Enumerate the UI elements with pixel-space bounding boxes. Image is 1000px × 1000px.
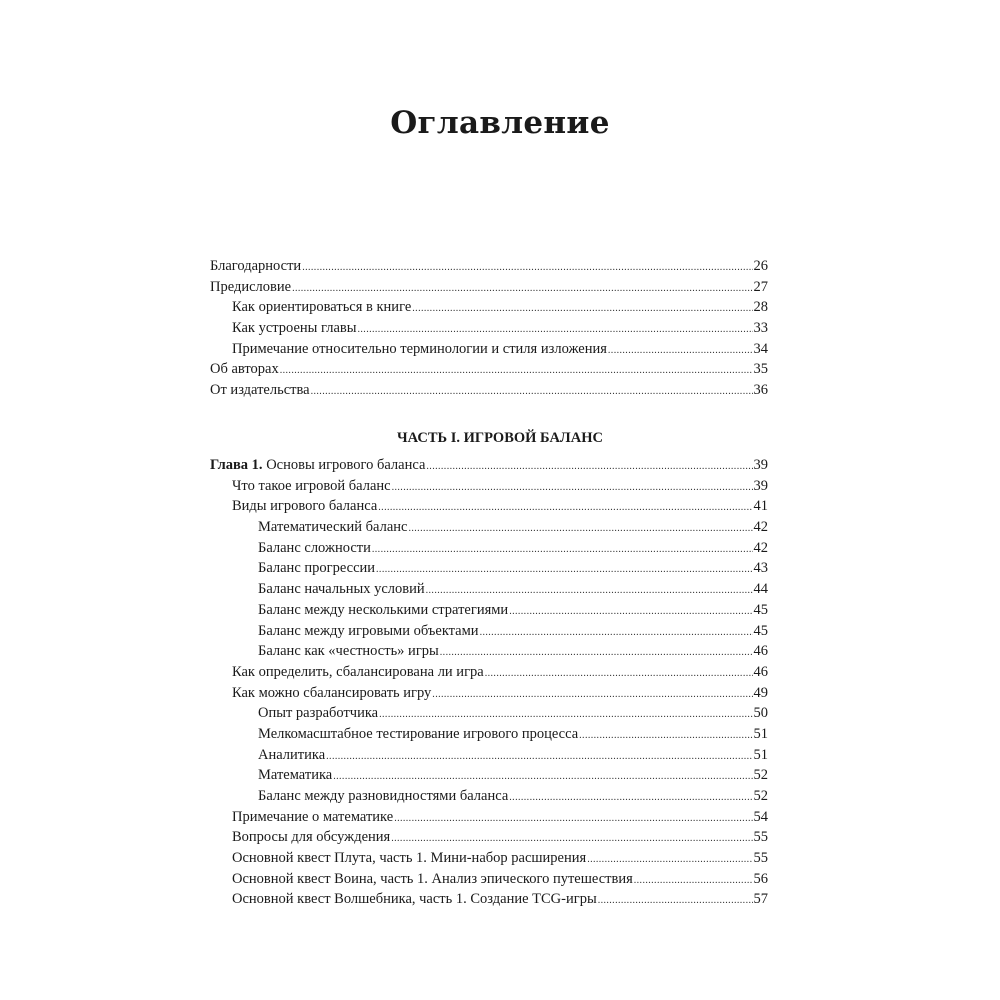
toc-entry-label: Как устроены главы — [232, 320, 357, 337]
toc-entry-page: 46 — [753, 643, 768, 660]
toc-entry-label: Благодарности — [210, 258, 302, 274]
toc-leader-dots — [326, 747, 752, 768]
toc-leader-dots — [280, 361, 753, 382]
toc-entry-page: 28 — [753, 299, 768, 316]
toc-entry-page: 52 — [753, 767, 768, 784]
toc-entry-page: 42 — [753, 519, 768, 536]
toc-entry[interactable] — [210, 558, 768, 579]
toc-leader-dots — [432, 685, 752, 706]
toc-leader-dots — [333, 767, 752, 788]
toc-leader-dots — [509, 788, 752, 809]
toc-entry-label: Как ориентироваться в книге — [232, 299, 412, 316]
toc-entry-page: 51 — [753, 746, 768, 763]
toc-entry[interactable] — [210, 496, 768, 517]
toc-entry-label: Что такое игровой баланс — [232, 477, 391, 494]
toc-leader-dots — [634, 871, 753, 892]
toc-entry-label — [210, 455, 425, 476]
toc-entry[interactable] — [210, 538, 768, 559]
toc-entry[interactable] — [210, 641, 768, 662]
toc-entry[interactable] — [210, 277, 768, 298]
toc-leader-dots — [440, 643, 753, 664]
toc-entry[interactable] — [210, 297, 768, 318]
toc-entry-page: 57 — [753, 891, 768, 908]
toc-entry-page: 54 — [753, 808, 768, 825]
toc-entry-label: Мелкомасштабное тестирование игрового процесса — [258, 725, 579, 742]
toc-entry[interactable] — [210, 256, 768, 277]
toc-entry[interactable] — [210, 517, 768, 538]
toc-entry[interactable] — [210, 703, 768, 724]
toc-leader-dots — [426, 581, 753, 602]
chapter-number: Глава 1. — [210, 457, 263, 473]
toc-leader-dots — [358, 320, 753, 341]
toc-chapter-1 — [210, 455, 768, 910]
toc-entry-label: Как определить, сбалансирована ли игра — [232, 663, 484, 680]
toc-entry-page: 33 — [753, 320, 768, 337]
part-heading: ЧАСТЬ I. ИГРОВОЙ БАЛАНС — [397, 430, 603, 446]
toc-entry-page: 42 — [753, 539, 768, 556]
toc-leader-dots — [426, 457, 752, 478]
toc-entry-page: 27 — [753, 278, 768, 295]
toc-entry-label: Баланс между разновидностями баланса — [258, 788, 509, 804]
toc-chapter-entry[interactable] — [210, 455, 768, 476]
toc-leader-dots — [480, 623, 753, 644]
toc-leader-dots — [392, 478, 753, 499]
toc-entry-label: Аналитика — [258, 746, 326, 763]
toc-entry-label: Предисловие — [210, 278, 292, 295]
toc-entry-label: Математический баланс — [258, 519, 408, 536]
toc-entry-page: 36 — [753, 382, 768, 399]
toc-entry[interactable] — [210, 359, 768, 380]
toc-leader-dots — [378, 498, 752, 519]
toc-entry-label: Об авторах — [210, 361, 279, 378]
toc-entry-label: Примечание относительно терминологии и стиля изложения — [232, 340, 607, 357]
toc-entry-label: Основной квест Волшебника, часть 1. Создание TCG-игры — [232, 891, 597, 908]
toc-entry-label: Баланс между игровыми объектами — [258, 622, 479, 639]
toc-leader-dots — [509, 602, 752, 623]
toc-entry-label: Баланс прогрессии — [258, 560, 376, 577]
toc-leader-dots — [372, 540, 753, 561]
toc-leader-dots — [408, 519, 752, 540]
toc-leader-dots — [311, 382, 753, 403]
chapter-title: Основы игрового баланса — [262, 457, 426, 473]
toc-entry-page: 46 — [753, 663, 768, 680]
toc-entry-page: 56 — [753, 870, 768, 887]
toc-leader-dots — [598, 891, 753, 912]
toc-leader-dots — [302, 258, 752, 279]
toc-entry[interactable] — [210, 318, 768, 339]
toc-leader-dots — [379, 705, 752, 726]
toc-entry-page: 52 — [753, 788, 768, 804]
toc-entry-page: 45 — [753, 601, 768, 618]
toc-entry-label: Баланс сложности — [258, 539, 371, 556]
toc-entry-label: Как можно сбалансировать игру — [232, 684, 432, 701]
toc-leader-dots — [485, 664, 753, 685]
toc-leader-dots — [579, 726, 752, 747]
page-title: Оглавление — [390, 105, 610, 141]
toc-entry-page: 44 — [753, 581, 768, 598]
toc-entry[interactable] — [210, 579, 768, 600]
toc-entry[interactable] — [210, 848, 768, 869]
toc-entry-page: 45 — [753, 622, 768, 639]
toc-entry-page: 41 — [753, 498, 768, 515]
toc-entry-page: 43 — [753, 560, 768, 577]
toc-entry-page: 26 — [753, 258, 768, 274]
toc-leader-dots — [587, 850, 752, 871]
toc-entry-page: 49 — [753, 684, 768, 701]
toc-entry[interactable] — [210, 662, 768, 683]
toc-entry-label: Баланс начальных условий — [258, 581, 425, 598]
toc-entry-label: Виды игрового баланса — [232, 498, 378, 515]
toc-entry[interactable] — [210, 724, 768, 745]
toc-entry-page: 39 — [753, 457, 768, 473]
toc-entry-label: Основной квест Воина, часть 1. Анализ эпического путешествия — [232, 870, 633, 887]
toc-entry-label: Примечание о математике — [232, 808, 394, 825]
toc-entry[interactable] — [210, 621, 768, 642]
toc-entry-label: Баланс между несколькими стратегиями — [258, 601, 509, 618]
toc-entry-page: 34 — [753, 340, 768, 357]
toc-entry[interactable] — [210, 869, 768, 890]
toc-entry-page: 39 — [753, 477, 768, 494]
toc-entry-page: 51 — [753, 725, 768, 742]
toc-entry[interactable] — [210, 765, 768, 786]
toc-entry-label: Вопросы для обсуждения — [232, 829, 391, 846]
toc-front-matter — [210, 256, 768, 401]
toc-entry[interactable] — [210, 683, 768, 704]
toc-entry-page: 35 — [753, 361, 768, 378]
toc-entry[interactable] — [210, 745, 768, 766]
toc-leader-dots — [292, 279, 752, 300]
toc-entry[interactable] — [210, 807, 768, 828]
toc-entry-page: 55 — [753, 850, 768, 867]
toc-entry-page: 55 — [753, 829, 768, 846]
toc-entry[interactable] — [210, 380, 768, 401]
toc-entry-label: Опыт разработчика — [258, 705, 379, 722]
toc-leader-dots — [394, 809, 752, 830]
toc-entry[interactable] — [210, 889, 768, 910]
toc-entry[interactable] — [210, 786, 768, 807]
toc-leader-dots — [412, 299, 752, 320]
toc-leader-dots — [608, 341, 753, 362]
toc-entry-label: Основной квест Плута, часть 1. Мини-набор расширения — [232, 850, 587, 867]
toc-entry[interactable] — [210, 339, 768, 360]
toc-entry[interactable] — [210, 476, 768, 497]
toc-entry-label: Баланс как «честность» игры — [258, 643, 439, 660]
toc-entry-page: 50 — [753, 705, 768, 722]
toc-leader-dots — [391, 829, 752, 850]
toc-entry-label: От издательства — [210, 382, 310, 399]
toc-entry-label: Математика — [258, 767, 333, 784]
toc-leader-dots — [376, 560, 752, 581]
toc-entry[interactable] — [210, 600, 768, 621]
toc-entry[interactable] — [210, 827, 768, 848]
